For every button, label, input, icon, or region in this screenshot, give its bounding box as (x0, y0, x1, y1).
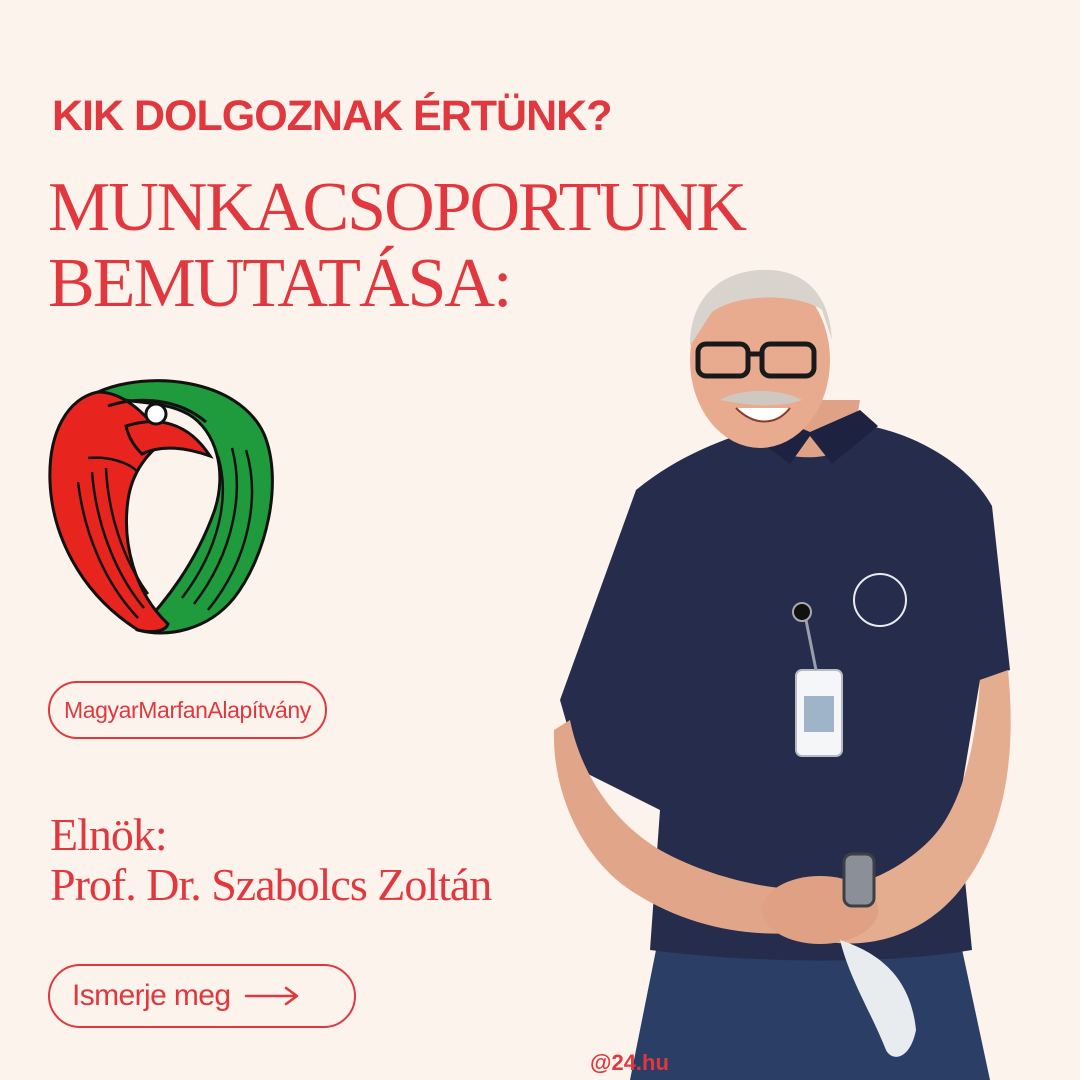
photo-credit: @24.hu (590, 1050, 669, 1075)
page-title-line-1: MUNKACSOPORTUNK (48, 169, 746, 246)
foundation-tag[interactable] (48, 681, 327, 739)
role-title: Elnök: (50, 809, 167, 860)
portrait-photo (540, 250, 1080, 1080)
photo-id-badge-photo (804, 696, 834, 732)
person-name: Prof. Dr. Szabolcs Zoltán (50, 859, 492, 910)
logo-beak (126, 422, 210, 456)
kicker-heading: KIK DOLGOZNAK ÉRTÜNK? (52, 92, 612, 140)
arrow-right-icon (244, 986, 300, 1006)
foundation-tag-label: MagyarMarfanAlapítvány (64, 696, 311, 723)
learn-more-label: Ismerje meg (72, 979, 231, 1012)
learn-more-button[interactable] (48, 964, 356, 1028)
photo-watch (844, 854, 874, 906)
page-title-line-2: BEMUTATÁSA: (48, 245, 511, 322)
photo-badge-reel (793, 603, 811, 621)
role-block (50, 810, 491, 910)
logo-eye (146, 404, 166, 424)
marfan-heart-logo-icon (38, 372, 280, 640)
